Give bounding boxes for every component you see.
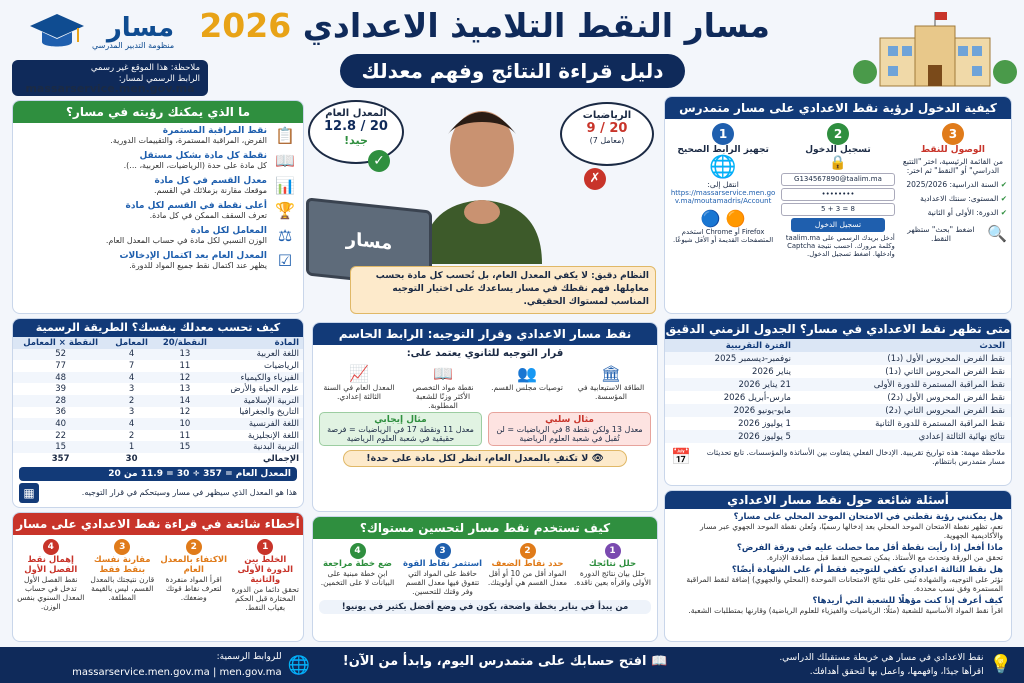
cell (155, 453, 215, 465)
faq-answer: اقرأ نقط المواد الأساسية للشعبة (مثلًا: الرياضيات والفيزياء للعلوم الرياضية) وقارنها بمتطلبات الشعبة. (688, 606, 1003, 615)
people-icon: 👥 (517, 364, 537, 383)
footer (0, 647, 1024, 683)
features-title: ما الذي يمكنك رؤيته في مسار؟ (13, 101, 303, 123)
cell: التربية البدنية (215, 441, 303, 453)
table-row (13, 407, 303, 419)
check-text: السنة الدراسية: 2025/2026 (906, 180, 999, 189)
mistake-desc: قارن نتيجتك بالمعدل القسم، ليس بالقيمة المطلقة. (90, 575, 155, 602)
timeline-panel (664, 318, 1012, 486)
check-icon: ✔ (1000, 194, 1007, 203)
step-title: الوصول للنقط (920, 145, 986, 155)
links-label: للروابط الرسمية: (216, 652, 282, 662)
step-desc: ابنِ خطة مبنية على البيانات لا على التخمين. (320, 569, 395, 587)
faq-panel (664, 490, 1012, 642)
magnifier-icon: 🔍 (987, 224, 1007, 243)
cell: 10 (155, 418, 215, 430)
faq-item[interactable] (673, 565, 1003, 593)
feature-title: المعدل العام بعد اكتمال الإدخالات (119, 251, 267, 261)
login-step-1 (669, 123, 777, 258)
cell: 30 (125, 453, 138, 464)
neg-title: مثال سلبي (545, 415, 594, 425)
step-num: 3 (942, 123, 964, 145)
check-item (899, 192, 1007, 206)
footer-link-men[interactable]: men.gov.ma (219, 667, 282, 678)
mistake-item (232, 539, 300, 612)
lightbulb-icon: 💡 (989, 654, 1012, 675)
cell: اللغة الإنجليزية (247, 430, 299, 441)
mistake-num: 1 (257, 539, 273, 555)
factor-label: نقطة مواد التخصص الأكثر وزنًا للشعبة المطلوبة. (412, 383, 474, 410)
orientation-factor (571, 364, 651, 410)
footer-links: 🌐 للروابط الرسمية: massarservice.men.gov.ma | men.gov.ma (72, 652, 310, 678)
check-text: الدورة: الأولى أو الثانية (927, 208, 999, 217)
cell: مارس-أبريل 2026 (723, 392, 791, 403)
cell: 1 يوليوز 2026 (738, 418, 791, 429)
step-title: ضع خطة مراجعة (322, 559, 393, 569)
cell: 3 (128, 407, 135, 418)
table-row (13, 372, 303, 384)
footer-cta[interactable] (340, 654, 670, 669)
book-icon: 📖 (651, 654, 668, 669)
neg-desc: معدل 13 ولكن نقطة 8 في الرياضيات = لن تُقبل في شعبة العلوم الرياضية (496, 425, 643, 443)
feature-title: معدل القسم في كل مادة (154, 176, 267, 186)
feature-title: نقط المراقبة المستمرة (162, 126, 267, 136)
table-row (13, 349, 303, 361)
cell: 14 (155, 395, 215, 407)
browser-icons: 🟠 🔵 (700, 209, 746, 228)
faq-answer: تؤثر على التوجيه، والشهادة تُبنى على نتائج الامتحانات الموحدة (المحلي والجهوي) إضافة لنقط المراقبة المستمرة وفق نسب محددة. (686, 575, 1003, 593)
feature-desc: الفرض، المراقبة المستمرة، والتقييمات الدورية. (110, 136, 267, 145)
cell: نوفمبر-ديسمبر 2025 (665, 352, 797, 365)
check-text: المستوى: سنتك الاعدادية (920, 194, 999, 203)
timeline-note: ملاحظة مهمة: هذه تواريخ تقريبية. الإدخال الفعلي يتفاوت بين الأساتذة والمؤسسات. تابع تحديثات مسار متمدرس بانتظام. (706, 447, 1005, 466)
table-row (13, 395, 303, 407)
step-go: انتقل إلى: (707, 180, 739, 189)
feature-item (13, 248, 303, 273)
step-final: اضغط "بحث" ستظهر النقط. (907, 224, 975, 243)
mistake-item (17, 539, 85, 612)
book-icon: 📖 (433, 364, 453, 383)
check-icon: ✔ (1000, 208, 1007, 217)
cell: علوم الحياة والأرض (230, 384, 299, 395)
cell: نتائج نهائية الثالثة إعدادي (797, 430, 1011, 443)
math-label: الرياضيات (582, 110, 632, 121)
pos-desc: معدل 11 ونقطة 17 في الرياضيات = فرصة حقيقية في شعبة العلوم الرياضية (327, 425, 474, 443)
cell: 4 (108, 372, 155, 384)
mistake-title: الخلط بين الدورة الأولى والثانية (237, 555, 293, 585)
mistakes-title: أخطاء شائعة في قراءة نقط الاعدادي على مسار (13, 513, 303, 535)
orientation-title: نقط مسار الاعدادي وقرار التوجيه: الرابط الحاسم (313, 323, 657, 345)
orientation-panel (312, 322, 658, 512)
feature-item (13, 223, 303, 248)
cell: نقط المراقبة المستمرة للدورة الثانية (875, 418, 1005, 429)
cell: 40 (13, 418, 108, 430)
captcha-field[interactable]: 5 + 3 = 8 (781, 203, 895, 216)
mistake-num: 2 (186, 539, 202, 555)
improve-step (572, 543, 653, 596)
improve-note: من يبدأ في يناير بخطة واضحة، يكون في وضع أفضل بكثير في يونيو! (319, 600, 651, 614)
table-row (665, 391, 1011, 404)
step-desc: حافظ على المواد التي تتفوق فيها معدل القسم وفر وقتك للتحسين. (405, 569, 480, 596)
mistake-desc: نقط الفصل الأول تدخل في حساب المعدل السنوي بنفس الوزن. (17, 575, 85, 611)
globe-icon: 🌐 (287, 654, 310, 676)
step-num: 1 (712, 123, 734, 145)
cell: 39 (55, 384, 67, 395)
cell: اللغة العربية (215, 349, 303, 361)
cell: 7 (128, 360, 135, 371)
laptop-brand: مسار (345, 228, 393, 255)
orientation-factor (403, 364, 483, 410)
student-illustration (306, 94, 660, 316)
step-desc: من القائمة الرئيسية، اختر "التتبع الدراسي" أو "النقط" ثم اختر: (902, 157, 1003, 175)
cell: التربية الإسلامية (215, 395, 303, 407)
email-field[interactable]: G134567890@taalim.ma (781, 173, 895, 186)
graduation-cap-icon (28, 10, 86, 54)
login-url-link[interactable]: https://massarservice.men.gov.ma/moutamadris/Account (670, 189, 776, 205)
cell: الفيزياء والكيمياء (215, 372, 303, 384)
official-url-link[interactable]: massarservice.men.gov.ma (25, 82, 195, 95)
caption-box: النظام دقيق: لا يكفي المعدل العام، بل تُحسب كل مادة بحسب معامِلها. فهم نقطك في مسار يساعدك على اختيار التوجيه المناسب لمستواك الحقيقي. (350, 266, 656, 314)
factor-label: توصيات مجلس القسم. (491, 383, 563, 392)
step-title: تجهيز الرابط الصحيح (677, 145, 769, 155)
cell: 52 (13, 349, 108, 361)
logo-brand: مسار (106, 12, 175, 43)
formula-box: المعدل العام = 357 ÷ 30 = 11.9 من 20 (19, 467, 297, 481)
cell: نقط الفرض المحروس الأول (د2) (887, 392, 1005, 403)
cell: 3 (128, 384, 135, 395)
improve-panel (312, 516, 658, 642)
notice-line1: ملاحظة: هذا الموقع غير رسمي (90, 63, 200, 73)
cell: 2 (108, 395, 155, 407)
orientation-factor (487, 364, 567, 410)
cell: الرياضيات (264, 360, 299, 371)
cell: نقط المراقبة المستمرة للدورة الأولى (797, 378, 1011, 391)
positive-example (319, 412, 482, 446)
avg-label: المعدل العام (325, 108, 387, 119)
notice-line2: الرابط الرسمي لمسار: (118, 74, 200, 84)
feature-title: نقطة كل مادة بشكل مستقل (139, 151, 267, 161)
step-title: استثمر نقاط القوة (402, 559, 482, 569)
cell: مايو-يونيو 2026 (665, 404, 797, 417)
login-step-3 (899, 123, 1007, 258)
total-row (13, 453, 303, 465)
math-coef: (معامل 7) (589, 136, 625, 145)
table-row (665, 430, 1011, 443)
feature-desc: تعرف السقف الممكن في كل مادة. (149, 211, 267, 220)
step-title: تسجيل الدخول (805, 145, 871, 155)
book-icon: 📖 (275, 151, 295, 170)
mistake-title: إهمال نقط الفصل الأول (24, 555, 78, 575)
cell: نقط الفرض المحروس الثاني (د1) (885, 366, 1005, 377)
lock-icon: 🔒 (829, 155, 847, 171)
faq-question[interactable]: هل يمكنني رؤية نقطتي في الامتحان الموحد المحلي على مسار؟ (733, 512, 1003, 522)
page-title (199, 6, 770, 45)
step-desc: Firefox أو Chrome استخدم المتصفحات القديمة أو الأقل شيوعًا. (673, 228, 774, 244)
warning-text: لا تكتفِ بالمعدل العام، انظر لكل مادة على حدة! (366, 453, 589, 464)
mistake-desc: اقرأ المواد منفردة لتعرف نقاط قوتك وضعفك. (165, 575, 222, 602)
check-icon: ✔ (1000, 180, 1007, 189)
cell: 21 يناير 2026 (665, 378, 797, 391)
checklist-icon: ☑ (277, 251, 293, 270)
cell: 5 يوليوز 2026 (665, 430, 797, 443)
footer-link-massar[interactable]: massarservice.men.gov.ma (72, 667, 210, 678)
faq-answer: نعم، تظهر نقطة الامتحان الموحد المحلي بعد إدخالها رسميًا، وتُعلن نقطة الموحد الجهوي عبر مسار والأكاديمية الجهوية. (700, 522, 1003, 540)
mistake-title: الاكتفاء بالمعدل العام (160, 555, 228, 575)
mistake-item (89, 539, 157, 612)
orientation-subtitle: قرار التوجيه للثانوي يعتمد على: (406, 348, 564, 359)
cell: 4 (108, 418, 155, 430)
col-header: النقطة/20 (155, 337, 215, 349)
mistake-desc: تحقق دائما من الدورة المختارة قبل الحكم بغياب النقط. (231, 585, 299, 612)
cell: 77 (55, 360, 67, 371)
cell: 12 (155, 372, 215, 384)
cta-text: افتح حسابك على متمدرس اليوم، وابدأ من الآن! (342, 654, 647, 669)
cell: 48 (13, 372, 108, 384)
feature-item (13, 198, 303, 223)
improve-step (317, 543, 398, 596)
col-header: المادة (215, 337, 303, 349)
mistake-num: 3 (114, 539, 130, 555)
page-subtitle: دليل قراءة النتائج وفهم معدلك (340, 54, 685, 88)
faq-question[interactable]: هل نقط الثالثة اعدادي تكفي للتوجيه فقط أم على الشهادة أيضًا؟ (731, 565, 1003, 575)
cell: 15 (13, 441, 108, 453)
avg-verdict: جيد! (344, 134, 368, 147)
warning-box (343, 450, 627, 467)
col-header: المعامل (108, 337, 155, 349)
calendar-icon: 📅 (671, 447, 691, 466)
cell: التاريخ والجغرافيا (239, 407, 299, 418)
cell: 13 (155, 349, 215, 361)
cell: اللغة الفرنسية (215, 418, 303, 430)
table-row (13, 430, 303, 442)
cell: 36 (55, 407, 67, 418)
password-field[interactable]: •••••••• (781, 188, 895, 201)
step-title: حلل نتائجك (588, 559, 637, 569)
logo (28, 6, 200, 58)
faq-item[interactable] (673, 596, 1003, 615)
cross-icon: ✗ (584, 168, 606, 190)
faq-question[interactable]: ماذا أفعل إذا رأيت نقطة أقل مما حصلت عليه في ورقة الفرض؟ (736, 543, 1003, 553)
step-num: 2 (520, 543, 536, 559)
feature-title: أعلى نقطة في القسم لكل مادة (125, 201, 267, 211)
math-bubble (560, 102, 654, 166)
calc-header-row (13, 337, 303, 349)
mistake-title: مقارنة نفسك بنقط فقط (93, 555, 151, 575)
negative-example (488, 412, 651, 446)
faq-answer: تحقق من الورقة وتحدث مع الأستاذ. يمكن تصحيح النقط قبل مصادقة الإدارة. (766, 553, 1003, 562)
step-num: 2 (827, 123, 849, 145)
mistake-num: 4 (43, 539, 59, 555)
mistake-item (160, 539, 228, 612)
calc-table (13, 337, 303, 465)
step-desc: المواد أقل من 10 أو أقل معدل القسم هي أولويتك. (487, 569, 568, 587)
scales-icon: ⚖ (277, 226, 293, 245)
cell: 11 (179, 430, 191, 441)
table-row (13, 360, 303, 372)
feature-desc: موقعك مقارنة بزملائك في القسم. (153, 186, 267, 195)
login-step-2 (781, 123, 895, 258)
cell: 357 (51, 453, 70, 464)
col-header: النقطة × المعامل (13, 337, 108, 349)
feature-item (13, 123, 303, 148)
feature-item (13, 148, 303, 173)
step-num: 1 (605, 543, 621, 559)
cell: 11 (179, 360, 191, 371)
footer-line1: نقط الاعدادي في مسار هي خريطة مستقبلك الدراسي. (779, 653, 984, 663)
title-main: مسار النقط التلاميذ الاعدادي (302, 6, 770, 45)
table-row (665, 352, 1011, 365)
step-desc: أدخل بريدك الرسمي على taalim.ma وكلمة مرورك. احسب نتيجة Captcha وادخلها. اضغط تسجيل الدخول. (785, 234, 895, 258)
table-row (13, 418, 303, 430)
feature-title: المعامل لكل مادة (190, 226, 267, 236)
footer-line2: اقرأها جيدًا، وافهمها، واعمل بها لتحقق أهدافك. (809, 667, 984, 677)
cell: 13 (179, 384, 191, 395)
bar-chart-icon: 📊 (275, 176, 295, 195)
factor-label: المعدل العام في السنة الثالثة إعدادي. (323, 383, 395, 401)
calculator-icon: ▦ (19, 483, 39, 503)
factor-label: الطاقة الاستيعابية في المؤسسة. (577, 383, 645, 401)
col-header: الحدث (797, 339, 1011, 352)
feature-desc: الوزن النسبي لكل مادة في حساب المعدل العام. (105, 236, 267, 245)
feature-desc: كل مادة على حدة (الرياضيات، العربية، ...). (123, 161, 267, 170)
faq-item[interactable] (673, 543, 1003, 562)
avg-value: 12.8 / 20 (324, 119, 388, 134)
orientation-factor (319, 364, 399, 410)
faq-title: أسئلة شائعة حول نقط مسار الاعدادي (665, 491, 1011, 509)
login-title: كيفية الدخول لرؤية نقط الاعدادي على مسار متمدرس (665, 97, 1011, 119)
timeline-title: متى تظهر نقط الاعدادي في مسار؟ الجدول الزمني الدقيق (665, 319, 1011, 339)
average-bubble (308, 100, 404, 164)
cell: 1 (108, 441, 155, 453)
eye-icon: 👁 (591, 453, 604, 464)
step-desc: حلل بيان نتائج الدورة الأولى واقرأه بعين ناقدة. (574, 569, 651, 587)
title-year: 2026 (199, 6, 292, 45)
timeline-table (665, 339, 1011, 443)
cell: 4 (108, 349, 155, 361)
school-building-illustration (850, 10, 1020, 90)
step-title: حدد نقاط الضعف (491, 559, 564, 569)
table-row (13, 441, 303, 453)
cell: نقط الفرض المحروس الأول (د1) (797, 352, 1011, 365)
footer-message (722, 651, 1012, 679)
login-button[interactable]: تسجيل الدخول (791, 218, 885, 232)
table-row (665, 417, 1011, 430)
mistakes-panel (12, 512, 304, 642)
features-panel (12, 100, 304, 314)
clipboard-icon: 📋 (275, 126, 295, 145)
logo-tagline: منظومة التدبير المدرسي (92, 40, 175, 50)
table-row (665, 365, 1011, 378)
pos-title: مثال إيجابي (374, 415, 427, 425)
timeline-header-row (665, 339, 1011, 352)
table-row (13, 383, 303, 395)
cell: 15 (155, 441, 215, 453)
globe-icon: 🌐 (709, 155, 737, 180)
formula-note: هذا هو المعدل الذي سيظهر في مسار وسيتحكم في قرار التوجيه. (81, 488, 297, 498)
calc-panel (12, 318, 304, 508)
trophy-icon: 🏆 (275, 201, 295, 220)
improve-title: كيف تستخدم نقط مسار لتحسين مستواك؟ (313, 517, 657, 539)
cell: 12 (179, 407, 191, 418)
login-panel (664, 96, 1012, 314)
feature-item (13, 173, 303, 198)
cell: 22 (55, 430, 67, 441)
col-header: الفترة التقريبية (665, 339, 797, 352)
faq-question[interactable]: كيف أعرف إذا كنت مؤهلًا للشعبة التي أريدها؟ (812, 596, 1003, 606)
improve-step (402, 543, 483, 596)
faq-item[interactable] (673, 512, 1003, 540)
step-num: 3 (435, 543, 451, 559)
math-value: 9 / 20 (586, 121, 628, 136)
cell: نقط الفرض المحروس الثاني (د2) (797, 404, 1011, 417)
cell: 2 (128, 430, 135, 441)
check-item (899, 206, 1007, 220)
step-num: 4 (350, 543, 366, 559)
feature-desc: يظهر عند اكتمال نقط جميع المواد للدورة. (129, 261, 267, 270)
cell: يناير 2026 (752, 366, 791, 377)
table-row (665, 378, 1011, 391)
check-icon: ✓ (368, 150, 390, 172)
check-item (899, 178, 1007, 192)
cell: 28 (13, 395, 108, 407)
calc-title: كيف تحسب معدلك بنفسك؟ الطريقة الرسمية (13, 319, 303, 337)
table-row (665, 404, 1011, 417)
school-icon: 🏛 (600, 364, 622, 383)
growth-chart-icon: 📈 (349, 364, 369, 383)
cell: الإجمالي (262, 453, 299, 464)
improve-step (487, 543, 568, 596)
